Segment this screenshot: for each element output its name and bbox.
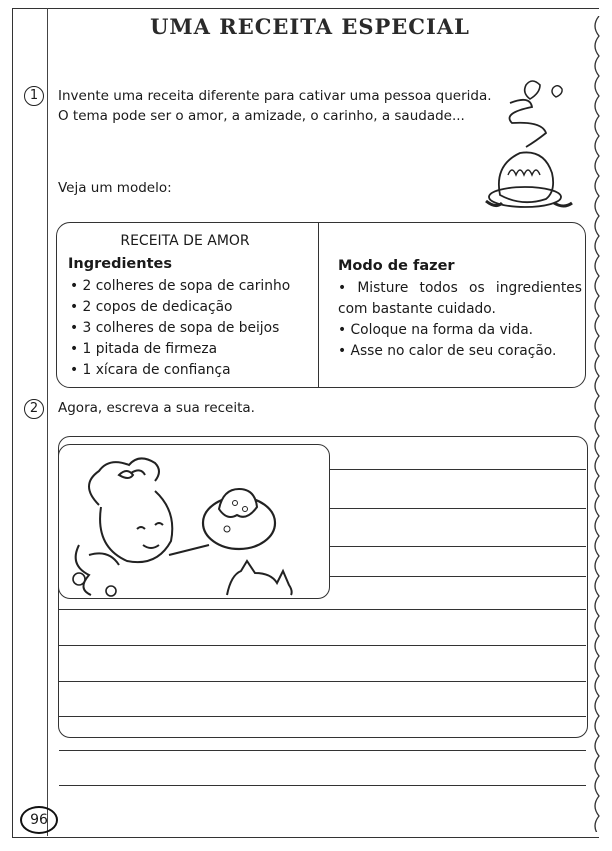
- girl-chef-illustration: [58, 444, 330, 599]
- recipe-title: RECEITA DE AMOR: [120, 233, 250, 249]
- writing-line[interactable]: [59, 785, 586, 786]
- ingredient-item: • 2 colheres de sopa de carinho: [70, 276, 290, 297]
- ingredient-item: • 2 copos de dedicação: [70, 297, 290, 318]
- method-heading: Modo de fazer: [338, 258, 455, 274]
- recipe-divider: [318, 223, 319, 387]
- writing-line[interactable]: [59, 750, 586, 751]
- writing-line[interactable]: [330, 508, 586, 509]
- pudding-illustration-icon: [480, 75, 580, 215]
- method-step: • Asse no calor de seu coração.: [338, 341, 582, 362]
- method-step: • Coloque na forma da vida.: [338, 320, 582, 341]
- writing-line[interactable]: [330, 576, 586, 577]
- exercise-number-1: 1: [24, 86, 44, 106]
- ingredient-item: • 1 xícara de confiança: [70, 360, 290, 381]
- page-title: UMA RECEITA ESPECIAL: [150, 14, 470, 39]
- writing-line[interactable]: [59, 609, 586, 610]
- writing-line[interactable]: [330, 469, 586, 470]
- exercise1-instruction-line1: Invente uma receita diferente para cativar uma pessoa querida.: [58, 88, 492, 104]
- exercise-number-2: 2: [24, 399, 44, 419]
- page-number: 96: [20, 806, 58, 834]
- model-label: Veja um modelo:: [58, 180, 172, 196]
- ingredient-item: • 1 pitada de firmeza: [70, 339, 290, 360]
- method-step: • Misture todos os ingredientes com bastante cuidado.: [338, 278, 582, 320]
- writing-line[interactable]: [59, 681, 586, 682]
- writing-line[interactable]: [59, 645, 586, 646]
- ingredient-item: • 3 colheres de sopa de beijos: [70, 318, 290, 339]
- ingredients-heading: Ingredientes: [68, 256, 172, 272]
- scalloped-edge: [591, 16, 607, 832]
- exercise1-instruction-line2: O tema pode ser o amor, a amizade, o carinho, a saudade...: [58, 108, 465, 124]
- writing-line[interactable]: [59, 716, 586, 717]
- ingredients-list: [70, 276, 290, 381]
- margin-line: [47, 8, 48, 836]
- exercise2-instruction: Agora, escreva a sua receita.: [58, 400, 255, 416]
- method-list: [338, 278, 582, 362]
- writing-line[interactable]: [330, 546, 586, 547]
- girl-chef-icon: [59, 445, 329, 598]
